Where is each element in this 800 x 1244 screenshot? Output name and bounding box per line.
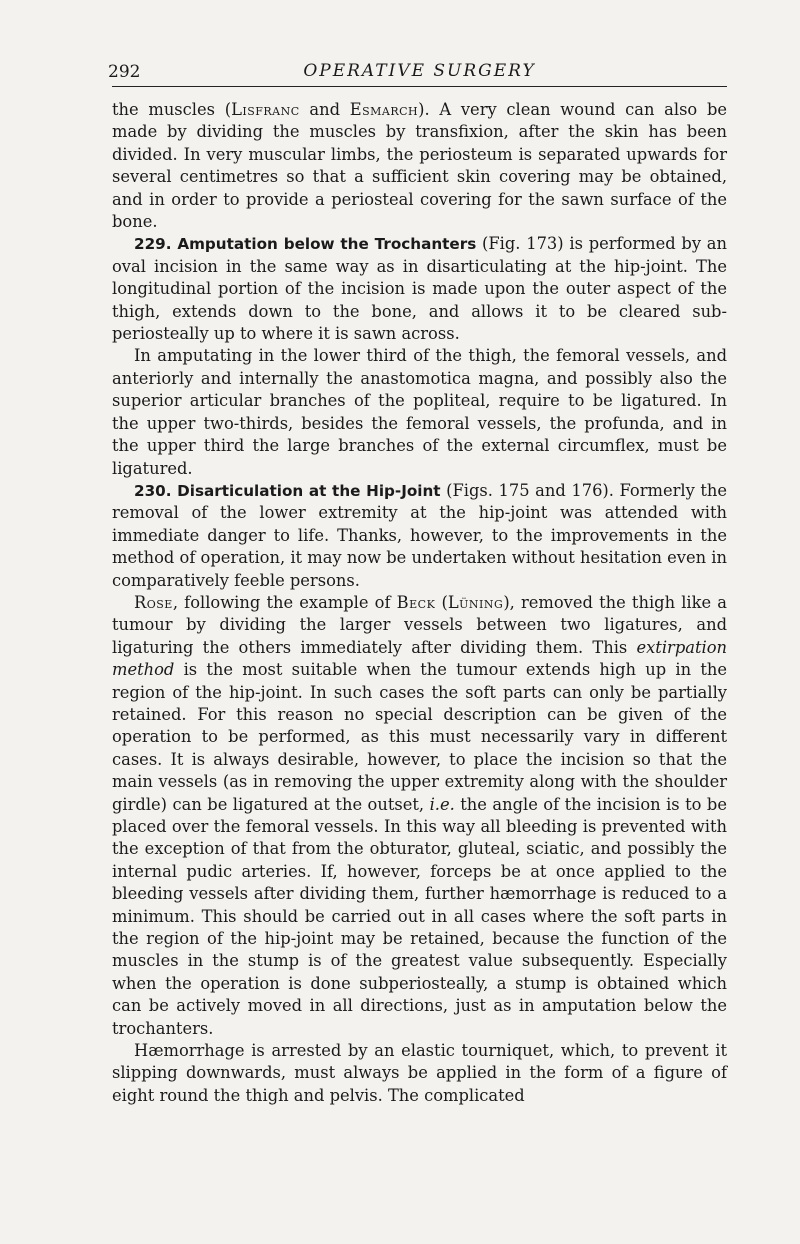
page-body (112, 99, 727, 1107)
paragraph-haemorrhage: Hæmorrhage is arrested by an elastic tourniquet, which, to prevent it slipping downwards, must always be applied in the form of a figure of eight round the thigh and pelvis. The complicated (112, 1041, 727, 1105)
paragraph-ligature-vessels: In amputating in the lower third of the thigh, the femoral vessels, and anteriorly and internally the anastomotica magna, and possibly also the superior articular branches of the popliteal, require to be ligatured. In the upper two-thirds, besides the femoral vessels, the profunda, and in the upper third the large branches of the external circumflex, must be ligatured. (112, 346, 727, 478)
author-name: Lisfranc (231, 100, 300, 119)
emphasis-term: extirpation method (112, 637, 727, 680)
page-header (108, 60, 727, 87)
author-name: Rose (134, 592, 173, 612)
running-title: OPERATIVE SURGERY (303, 61, 536, 81)
page-number: 292 (108, 62, 141, 82)
section-heading: 229. Amputation below the Trochanters (134, 235, 477, 254)
section-230: 230. Disarticulation at the Hip-Joint (Figs. 175 and 176). Formerly the removal of the lower extremity at the hip-joint was attended with immediate danger to life. Thanks, however, to the improvements in the method of operation, it may now be undertaken without hesitation even in comparatively feeble persons. (112, 480, 728, 590)
author-name: Beck (396, 592, 436, 612)
section-229: 229. Amputation below the Trochanters (Fig. 173) is performed by an oval incision in the same way as in disarticulating at the hip-joint. The longitudinal portion of the incision is made upon the outer aspect of the thigh, extends down to the bone, and allows it to be cleared sub-periosteally up to where it is sawn across. (112, 234, 727, 344)
paragraph-continuation: the muscles (Lisfranc and Esmarch). A very clean wound can also be made by dividing the muscles by transfixion, after the skin has been divided. In very muscular limbs, the periosteum is separated upwards for several centimetres so that a sufficient skin covering may be obtained, and in order to provide a periosteal covering for the sawn surface of the bone. (112, 100, 728, 232)
book-page (108, 60, 728, 1107)
author-name: Lüning (447, 592, 504, 612)
author-name: Esmarch (349, 100, 419, 119)
section-heading: 230. Disarticulation at the Hip-Joint (134, 481, 441, 500)
emphasis-abbrev: i.e. (429, 794, 455, 814)
paragraph-extirpation-method: Rose, following the example of Beck (Lüning), removed the thigh like a tumour by dividing the larger vessels between two ligatures, and ligaturing the others immediately after dividing them. This extirpation method is the most suitable when the tumour extends high up in the region of the hip-joint. In such cases the soft parts can only be partially retained. For this reason no special description can be given of the operation to be performed, as this must necessarily vary in different cases. It is always desirable, however, to place the incision so that the main vessels (as in removing the upper extremity along with the shoulder girdle) can be ligatured at the outset, i.e. the angle of the incision is to be placed over the femoral vessels. In this way all bleeding is prevented with the exception of that from the obturator, gluteal, sciatic, and possibly the internal pudic arteries. If, however, forceps be at once applied to the bleeding vessels after dividing them, further hæmorrhage is reduced to a minimum. This should be carried out in all cases where the soft parts in the region of the hip-joint may be retained, because the function of the muscles in the stump is of the greatest value subsequently. Especially when the operation is done subperiosteally, a stump is obtained which can be actively moved in all directions, just as in amputation below the trochanters. (112, 592, 728, 1038)
